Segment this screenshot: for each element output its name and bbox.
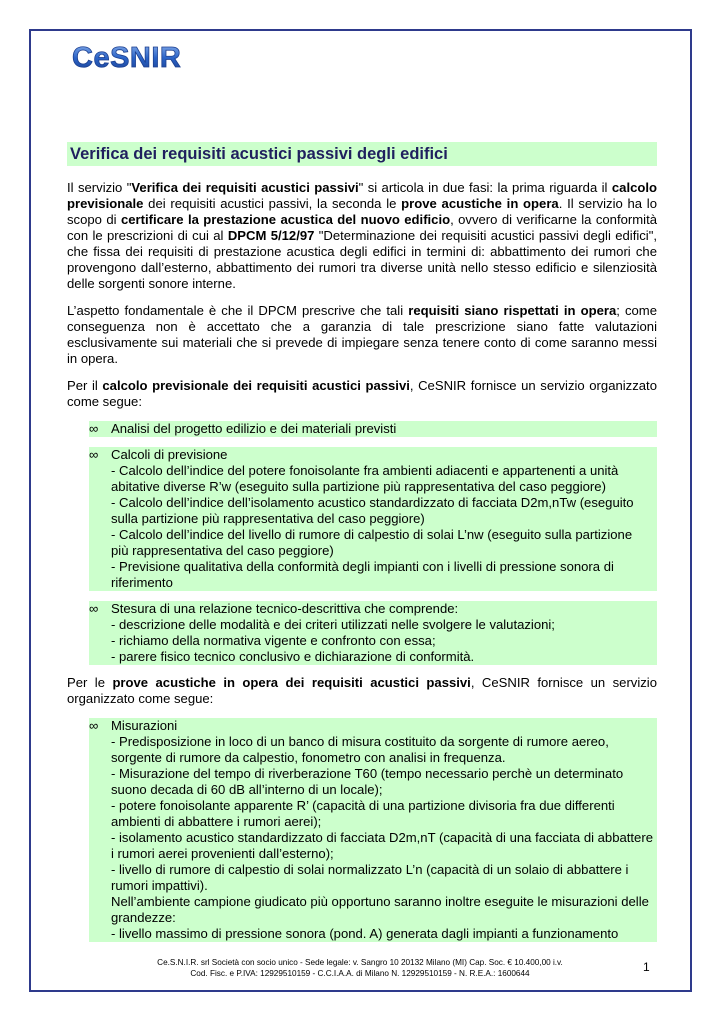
footer-tax-line: Cod. Fisc. e P.IVA: 12929510159 - C.C.I.A.A. di Milano N. 12929510159 - N. R.E.A.: 1600644	[190, 969, 530, 978]
list-item-line: - livello di rumore di calpestio di solai normalizzato L’n (capacità di un solaio di abbattere i rumori impattivi).	[111, 862, 629, 893]
bold-text: DPCM 5/12/97	[227, 228, 315, 243]
tests-service-list	[67, 718, 657, 942]
text-run: L’aspetto fondamentale è che il DPCM prescrive che tali	[67, 303, 409, 318]
infinity-bullet-icon: ∞	[89, 447, 99, 462]
list-item-line: Analisi del progetto edilizio e dei materiali previsti	[111, 421, 397, 436]
bold-text: prove acustiche in opera dei requisiti acustici passivi	[112, 675, 471, 690]
bold-text: prove acustiche in opera	[401, 196, 559, 211]
list-item	[89, 718, 657, 942]
footer	[60, 957, 660, 979]
text-run: , CeSNIR fornisce un servizio organizzato come segue:	[67, 378, 657, 409]
text-run: "Determinazione dei requisiti acustici passivi degli edifici", che fissa dei requisiti di prestazione acustica degli edifici in termini di: abbattimento dei rumori che provengono dall’esterno, abbattimento dei rumori tra diverse unità nello stesso edificio e silenziosità delle sorgenti sonore interne.	[67, 228, 657, 291]
text-run: ; come conseguenza non è accettato che a garanzia di tale prescrizione siano fatte valutazioni esclusivamente sui materiali che si prevede di impiegare senza tenere conto di come saranno messi in opera.	[67, 303, 658, 366]
list-item-line: Stesura di una relazione tecnico-descrittiva che comprende:	[111, 601, 459, 616]
paragraph-calc-intro	[67, 378, 657, 410]
list-item	[89, 447, 657, 591]
cesnir-logo-icon	[70, 40, 210, 74]
svg-text:CeSNIR: CeSNIR	[72, 42, 182, 74]
document-body	[67, 140, 657, 952]
list-item-line: - potere fonoisolante apparente R’ (capacità di una partizione divisoria fra due differenti ambienti di abbattere i rumori aerei);	[111, 798, 615, 829]
paragraph-tests-intro	[67, 675, 657, 707]
bold-text: Verifica dei requisiti acustici passivi	[131, 180, 359, 195]
text-run: dei requisiti acustici passivi, la seconda le	[143, 196, 402, 211]
list-item-line: - Calcolo dell’indice del livello di rumore di calpestio di solai L’nw (eseguito sulla partizione più rappresentativa del caso peggiore)	[111, 527, 633, 558]
list-item-line: - isolamento acustico standardizzato di facciata D2m,nT (capacità di una facciata di abbattere i rumori aerei provenienti dall’esterno);	[111, 830, 653, 861]
list-item-line: - Calcolo dell’indice del potere fonoisolante fra ambienti adiacenti e appartenenti a unità abitative diverse R’w (eseguito sulla partizione più rappresentativa del caso peggiore)	[111, 463, 619, 494]
text-run: , CeSNIR fornisce un servizio organizzato come segue:	[67, 675, 658, 706]
list-item-line: - parere fisico tecnico conclusivo e dichiarazione di conformità.	[111, 649, 475, 664]
list-item-line: Misurazioni	[111, 718, 178, 733]
list-item	[89, 421, 657, 437]
infinity-bullet-icon: ∞	[89, 718, 99, 733]
list-item-line: - Predisposizione in loco di un banco di misura costituito da sorgente di rumore aereo, sorgente di rumore da calpestio, fonometro con analisi in frequenza.	[111, 734, 609, 765]
infinity-bullet-icon: ∞	[89, 601, 99, 616]
bold-text: certificare la prestazione acustica del nuovo edificio	[120, 212, 451, 227]
list-item-line: - Previsione qualitativa della conformità degli impianti con i livelli di pressione sonora di riferimento	[111, 559, 614, 590]
list-item-line: - Misurazione del tempo di riverberazione T60 (tempo necessario perchè un determinato suono decada di 60 dB all’interno di un locale);	[111, 766, 624, 797]
infinity-bullet-icon: ∞	[89, 421, 99, 436]
text-run: . Il servizio ha lo scopo di	[67, 196, 657, 227]
text-run: " si articola in due fasi: la prima riguarda il	[358, 180, 612, 195]
list-item-line: Nell’ambiente campione giudicato più opportuno saranno inoltre eseguite le misurazioni delle grandezze:	[111, 894, 649, 925]
list-item	[89, 601, 657, 665]
text-run: Per le	[67, 675, 113, 690]
paragraph-intro	[67, 180, 657, 292]
list-item-line: - descrizione delle modalità e dei criteri utilizzati nelle svolgere le valutazioni;	[111, 617, 555, 632]
list-item-line: - richiamo della normativa vigente e confronto con essa;	[111, 633, 436, 648]
text-run: Il servizio "	[67, 180, 132, 195]
list-item-line: - Calcolo dell’indice dell’isolamento acustico standardizzato di facciata D2m,nTw (eseguito sulla partizione più rappresentativa del caso peggiore)	[111, 495, 634, 526]
page-number: 1	[643, 960, 650, 974]
page-title: Verifica dei requisiti acustici passivi degli edifici	[67, 142, 657, 166]
cesnir-logo	[70, 40, 210, 76]
list-item-line: Calcoli di previsione	[111, 447, 228, 462]
list-item-line: - livello massimo di pressione sonora (pond. A) generata dagli impianti a funzionamento	[111, 926, 619, 941]
bold-text: calcolo previsionale dei requisiti acustici passivi	[102, 378, 410, 393]
paragraph-requirements	[67, 303, 657, 367]
text-run: , ovvero di verificarne la conformità con le prescrizioni di cui al	[67, 212, 657, 243]
footer-company-line: Ce.S.N.I.R. srl Società con socio unico - Sede legale: v. Sangro 10 20132 Milano (MI) Cap. Soc. € 10.400,00 i.v.	[157, 958, 563, 967]
calc-service-list	[67, 421, 657, 665]
bold-text: calcolo previsionale	[67, 180, 657, 211]
bold-text: requisiti siano rispettati in opera	[408, 303, 617, 318]
text-run: Per il	[67, 378, 103, 393]
